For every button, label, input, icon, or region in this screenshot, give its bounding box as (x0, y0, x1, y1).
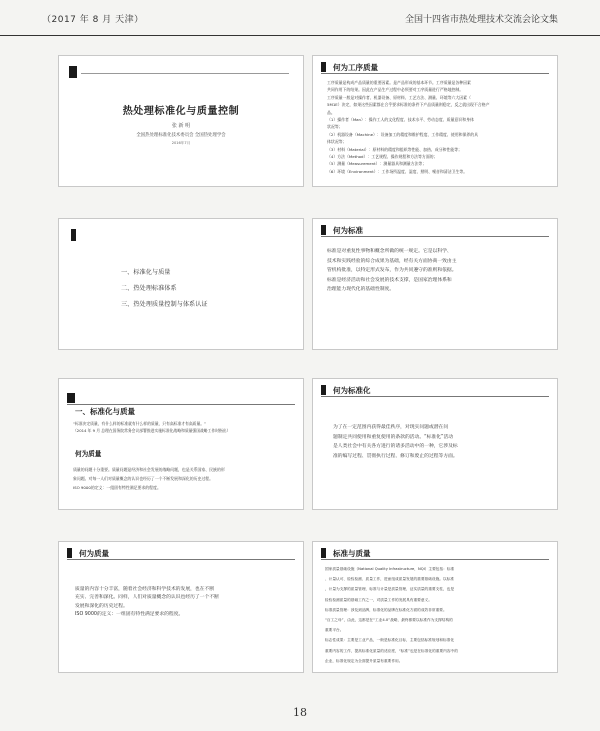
slide-what-standard (312, 218, 558, 350)
header-left: （2017 年 8 月 天津） (42, 15, 144, 25)
body-line: 、计量认可、检验检测、质量工作，进而组成质量发展的重要基础设施。以标准 (325, 577, 455, 582)
body-line: 品。 (327, 109, 335, 115)
slide-title: 标准与质量 (333, 549, 371, 558)
slide-accent-bar (69, 66, 77, 78)
body-line: 重要内容的工作，提高标准化质量的适应度，“标准”也是在标准化的重要内容中的 (325, 648, 458, 653)
body-line: 检验检测质量的基础工作之一，对质量工作的发展具有重要意义。 (325, 597, 432, 602)
body-line: 工序质量一般是对操作者、机器设备、原材料、工艺方法、测量、环境等六大因素（ (327, 94, 471, 100)
body-line: 准的编写过程、贯彻执行过程、修订和废止的过程等方面。 (333, 453, 458, 459)
body-line: （2）机器设备（Machine）：设备加工的精度和维护程度、工作精度、使用和保养的具 (327, 131, 479, 137)
body-line: （3）材料（Material）：原材料的精度和组织等性能、加热、成分和性能等； (327, 146, 462, 152)
outline-item: 一、标准化与质量 (121, 269, 171, 276)
slide-std-quality (58, 378, 304, 510)
slide-titlebar (321, 548, 549, 560)
slide-std-and-quality (312, 541, 558, 673)
cover-author: 张 新 明 (171, 123, 191, 129)
body-line: 5M1E）决定，如果这些因素都在合乎要求标准的条件下产品质量则稳定，反之就出现不合格产 (327, 102, 490, 108)
body-line: ISO 9000的定义：一组固有特性满足要求的程度。 (73, 485, 161, 490)
slide-quote (73, 421, 293, 434)
body-line: （5）测量（Measurement）：测量器具和测量方法等； (327, 161, 427, 167)
body-line: ，计量为支撑的质量管理、标准与计量是质量管理，证实质量的重要支柱，也是 (325, 587, 455, 592)
slide-title: 何为质量 (79, 549, 109, 558)
cover-date: 2016年7月 (171, 141, 191, 145)
cover-title: 热处理标准化与质量控制 (122, 106, 240, 117)
body-line: 是人类社会中有关各方进行的诸多活动中的一种，它涉及标 (333, 444, 458, 450)
slide-title: 何为工序质量 (333, 63, 378, 72)
outline-item: 二、热处理标准体系 (121, 285, 177, 292)
quote-line: “标准决定质量，有什么样的标准就有什么样的质量，只有高标准才有高质量。” (73, 421, 207, 426)
title-marker (67, 548, 72, 558)
slide-cover (58, 55, 304, 187)
body-line: 题制定共同使用和重复使用的条款的活动。“标准化”活动 (333, 434, 454, 440)
slide-work-quality (312, 55, 558, 187)
body-line: 状况等； (327, 124, 343, 130)
slide-title: 何为标准化 (333, 386, 371, 395)
body-line: 质量的问题十分重要。质量问题是经济和社会发展的战略问题，也是关系国家、民族的形 (73, 467, 225, 472)
body-line: 治理能力现代化的基础性制度。 (327, 287, 395, 293)
title-rule (321, 559, 549, 560)
slide-title: 何为标准 (333, 226, 363, 235)
title-marker (321, 385, 326, 395)
body-line: 管机构批准，以特定形式发布，作为共同遵守的准则和依据。 (327, 268, 457, 274)
body-line: ISO 9000的定义：一组固有特性满足要求的程度。 (75, 612, 184, 618)
body-line: 标志性成果：主要是工业产品，一般是标准化目标，主要包括标准规划和标准化 (325, 638, 455, 643)
title-rule (321, 396, 549, 397)
body-line: 技术和实践经验的综合成果为基础，经有关方面协商一致由主 (327, 258, 457, 264)
slide-rule (67, 404, 295, 405)
slide-body (73, 465, 293, 492)
slide-body (333, 423, 547, 461)
slide-accent-bar (67, 393, 75, 403)
slide-titlebar (321, 62, 549, 74)
body-line: 充实、完善和深化。同样，人们对质量概念的认识也经历了一个不断 (75, 595, 219, 601)
title-rule (321, 73, 549, 74)
cover-org: 全国热处理标准化技术委员会 全国热处理学会 (136, 133, 226, 138)
section-heading: 一、标准化与质量 (75, 407, 135, 416)
outline-item: 三、热处理质量控制与体系认证 (121, 301, 208, 308)
title-marker (321, 225, 326, 235)
slide-what-quality (58, 541, 304, 673)
body-line: 象问题。对每一人们对质量概念的认识也经历了一个不断发展和深化的历史过程。 (73, 476, 214, 481)
page-number: 18 (293, 706, 307, 719)
slide-body (325, 564, 547, 666)
body-line: 重要平台。 (325, 628, 344, 633)
body-line: 工序质量是构成产品质量的重要因素。是产品形成的基本环节。工序质量是各种因素 (327, 80, 471, 85)
slide-titlebar (321, 385, 549, 397)
slide-titlebar (321, 225, 549, 237)
slide-rule (81, 73, 289, 74)
body-line: 标准是经济活动和社会发展的技术支撑，是国家治理体系和 (327, 277, 452, 283)
slide-accent-bar (71, 229, 76, 241)
body-line: 为了在一定范围内获得最佳秩序，对现实问题或潜在问 (333, 425, 449, 430)
body-line: 质量的内容十分丰富，随着社会经济和科学技术的发展，也在不断 (75, 587, 215, 592)
title-rule (321, 236, 549, 237)
body-line: 标准是对重复性事物和概念所做的统一规定。它是以科学、 (327, 249, 452, 254)
slide-body (327, 79, 547, 175)
title-marker (321, 62, 326, 72)
slide-outline (58, 218, 304, 350)
header-right: 全国十四省市热处理技术交流会论文集 (404, 15, 558, 25)
section-subheading: 何为质量 (75, 450, 102, 458)
body-line: 体状况等； (327, 139, 347, 145)
body-line: 发展和深化的历史过程。 (75, 603, 128, 609)
body-line: （1）操作者（Man）：操作工人的文化程度、技术水平、劳动态度、质量意识和身体 (327, 117, 474, 123)
slide-what-standardization (312, 378, 558, 510)
page-header (0, 0, 600, 36)
slide-body (327, 247, 547, 295)
body-line: （4）方法（Method）：工艺规程、操作规程和方法等方面的； (327, 154, 438, 160)
body-line: 标准质量管理：涉及到品牌，标准化的品牌在标准化方面的成效非常重要。 (325, 607, 447, 612)
body-line: 共同作用下的结果。因此在产品生产过程中必须要对工序质量进行严格地控制。 (327, 87, 464, 93)
slide-body (75, 586, 293, 620)
body-line: “百工之母”，由此，这都是在“工业4.0”战略，最终都要以标准作为支撑结构的 (325, 618, 453, 623)
body-line: 企业，标准化规定为全面提升质量有重要作用。 (325, 658, 403, 663)
title-rule (67, 559, 295, 560)
slide-titlebar (67, 548, 295, 560)
quote-line: （2014 年 9 月 总理在国务院常务会议部署推进实施标准化战略和质量强国战略工作时指出） (73, 427, 231, 433)
body-line: （6）环境（Environment）：工作场所温度、湿度、照明、噪音和清洁卫生等。 (327, 168, 468, 174)
title-marker (321, 548, 326, 558)
body-line: 国家质量基础设施（National Quality Infrastructure，NQI）主要包括：标准 (325, 567, 455, 571)
